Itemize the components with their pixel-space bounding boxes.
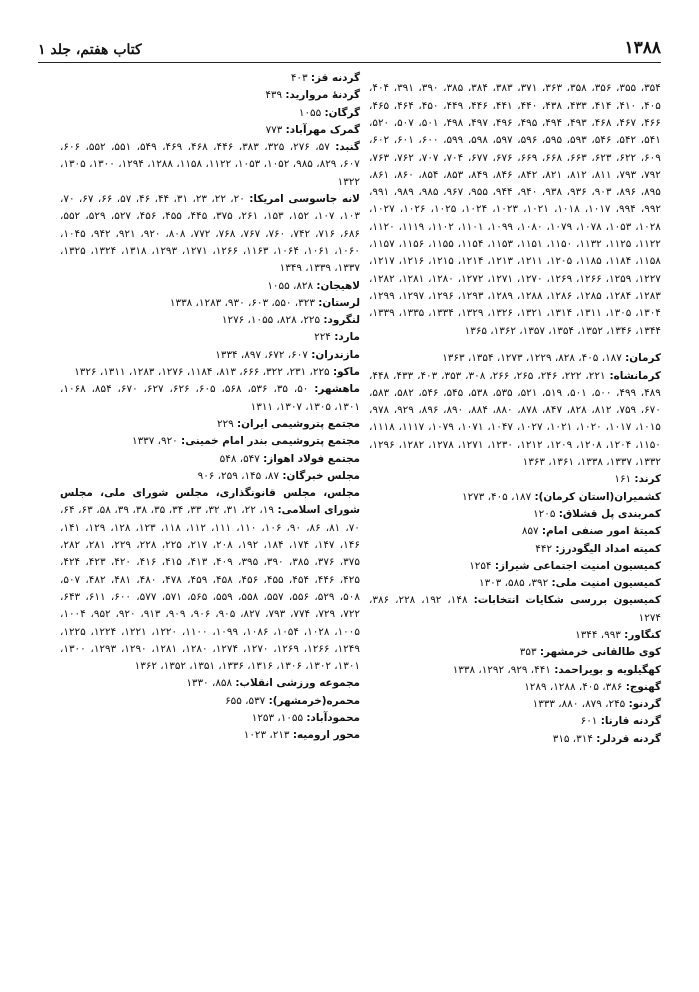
- index-page-refs: ۸۷، ۱۴۵، ۲۵۹، ۹۰۶: [197, 469, 283, 482]
- index-page-refs: ۱۹، ۲۲، ۳۱، ۳۲، ۳۳، ۳۴، ۳۵، ۳۸، ۳۹، ۵۸، ۶۳، ۶۴، ۷۰، ۸۱، ۸۶، ۹۰، ۱۰۶، ۱۱۰، ۱۱۱، ۱۱۲، ۱۱۸، ۱۲۳، ۱۲۸، ۱۲۹، ۱۴۱، ۱۴۶، ۱۴۷، ۱۷۴، ۱۸۴، ۱۹۲، ۲۰۸، ۲۱۷، ۲۲۵، ۲۲۸، ۲۲۹، ۲۸۱، ۲۸۲، ۳۷۵، ۳۷۶، ۳۸۵، ۳۹۰، ۳۹۵، ۴۰۹، ۴۱۳، ۴۱۵، ۴۱۶، ۴۲۰، ۴۲۳، ۴۲۴، ۴۲۵، ۴۴۶، ۴۵۴، ۴۵۵، ۴۵۶، ۴۵۸، ۴۵۹، ۴۷۸، ۴۸۰، ۴۸۱، ۴۸۲، ۵۰۷، ۵۰۸، ۵۲۹، ۵۵۶، ۵۵۷، ۵۵۸، ۵۵۹، ۵۶۵، ۵۷۱، ۵۷۷، ۶۰۰، ۶۱۱، ۶۴۳، ۷۲۲، ۷۲۹، ۷۷۴، ۷۹۳، ۸۲۷، ۹۰۵، ۹۰۶، ۹۰۹، ۹۱۳، ۹۲۰، ۹۵۲، ۱۰۰۴، ۱۰۰۵، ۱۰۲۸، ۱۰۵۴، ۱۰۸۶، ۱۰۹۹، ۱۱۰۰، ۱۲۲۰، ۱۲۲۱، ۱۲۲۴، ۱۲۲۵، ۱۲۴۹، ۱۲۶۶، ۱۲۶۹، ۱۲۷۰، ۱۲۷۴، ۱۲۸۰، ۱۲۸۱، ۱۲۹۰، ۱۲۹۳، ۱۳۰۰، ۱۳۰۱، ۱۳۰۲، ۱۳۰۶، ۱۳۱۶، ۱۳۳۶، ۱۳۵۱، ۱۳۵۲، ۱۳۶۲: [60, 504, 360, 673]
- index-page-refs: ۱۸۷، ۴۰۵، ۱۲۷۳: [462, 490, 535, 503]
- index-column-right: [369, 70, 661, 748]
- index-entry: [60, 727, 360, 744]
- page-header: [38, 34, 661, 58]
- index-entry: [60, 485, 360, 675]
- index-term: لاهیجان:: [316, 279, 360, 292]
- index-term: گردنه قز:: [310, 72, 360, 84]
- index-term: گنبد:: [335, 141, 360, 154]
- index-page-refs: ۱۶۱: [614, 473, 635, 486]
- index-page-refs: ۹۲۰، ۱۳۳۷: [131, 435, 182, 448]
- index-entry: [369, 541, 661, 558]
- index-entry: [369, 558, 661, 575]
- index-entry: [60, 329, 360, 346]
- index-entry: [60, 710, 360, 727]
- index-term: گردنه قارنا:: [600, 715, 661, 728]
- index-term: کوی طالقانی خرمشهر:: [539, 646, 661, 659]
- index-term: مازندران:: [311, 348, 360, 361]
- index-page-refs: ۲۰، ۲۲، ۲۳، ۳۱، ۴۴، ۴۶، ۵۷، ۶۶، ۶۷، ۷۰، ۱۰۳، ۱۰۷، ۱۵۲، ۱۵۳، ۲۶۱، ۳۷۵، ۴۴۵، ۴۵۵، ۴۵۶، ۵۲۷، ۵۲۹، ۵۵۲، ۶۸۶، ۷۱۶، ۷۴۲، ۷۶۰، ۷۶۷، ۷۶۸، ۷۷۲، ۸۰۸، ۹۲۰، ۹۲۱، ۹۴۲، ۱۰۴۵، ۱۰۶۰، ۱۰۶۱، ۱۰۶۴، ۱۱۶۳، ۱۲۶۶، ۱۲۷۱، ۱۲۹۳، ۱۳۱۸، ۱۳۲۴، ۱۳۲۵، ۱۳۳۷، ۱۳۳۹، ۱۳۴۹: [60, 193, 360, 275]
- index-page-refs: ۸۵۸، ۱۳۳۰: [186, 677, 236, 690]
- index-term: کنگاور:: [624, 628, 661, 641]
- index-term: گردنه قردلر:: [596, 732, 661, 745]
- index-entry: [60, 451, 360, 468]
- index-page-refs: ۲۲۹: [216, 417, 238, 430]
- index-term: ماکو:: [332, 366, 360, 379]
- index-entry: [369, 489, 661, 506]
- index-entry: [369, 679, 661, 696]
- index-page-refs: ۱۲۰۵: [533, 507, 559, 520]
- index-term: کرمان:: [625, 352, 661, 365]
- index-entry: [369, 575, 661, 592]
- index-entry: [60, 693, 360, 710]
- index-entry: [60, 191, 360, 277]
- index-term: کهگیلویه و بویراحمد:: [554, 663, 661, 676]
- index-term: کمیسیون بررسی شکایات انتخابات:: [473, 594, 661, 607]
- index-term: محور ارومیه:: [292, 729, 360, 742]
- page-number: ۱۳۸۸: [624, 38, 661, 58]
- index-entry: [60, 416, 360, 433]
- index-page-refs: ۱۸۷، ۴۰۵، ۸۲۸، ۱۲۲۹، ۱۲۷۳، ۱۳۵۴، ۱۳۶۳: [442, 352, 626, 365]
- index-term: گهنوج:: [625, 680, 661, 693]
- header-rule: [38, 62, 661, 63]
- continued-references: ۳۵۴، ۳۵۵، ۳۵۶، ۳۵۸، ۳۶۳، ۳۷۱، ۳۸۳، ۳۸۴، ۳۸۵، ۳۹۰، ۳۹۱، ۴۰۴، ۴۰۵، ۴۱۰، ۴۱۴، ۴۳۳، ۴۳۸، ۴۴۰، ۴۴۱، ۴۴۶، ۴۴۹، ۴۵۰، ۴۶۴، ۴۶۵، ۴۶۶، ۴۶۷، ۴۶۸، ۴۹۳، ۴۹۴، ۴۹۵، ۴۹۶، ۴۹۷، ۴۹۸، ۵۰۱، ۵۰۷، ۵۲۰، ۵۴۱، ۵۴۲، ۵۴۶، ۵۹۳، ۵۹۵، ۵۹۶، ۵۹۷، ۵۹۸، ۵۹۹، ۶۰۰، ۶۰۱، ۶۰۲، ۶۰۹، ۶۲۲، ۶۲۳، ۶۶۳، ۶۶۸، ۶۶۹، ۶۷۶، ۶۷۷، ۷۰۴، ۷۰۷، ۷۶۲، ۷۶۳، ۷۹۲، ۷۹۳، ۸۱۱، ۸۱۲، ۸۲۱، ۸۴۲، ۸۴۶، ۸۴۹، ۸۵۳، ۸۵۴، ۸۶۰، ۸۶۱، ۸۹۵، ۸۹۶، ۹۰۳، ۹۳۶، ۹۳۸، ۹۴۰، ۹۴۴، ۹۵۵، ۹۶۷، ۹۸۵، ۹۸۹، ۹۹۱، ۹۹۲، ۹۹۴، ۱۰۱۷، ۱۰۱۸، ۱۰۲۱، ۱۰۲۳، ۱۰۲۴، ۱۰۲۵، ۱۰۲۶، ۱۰۲۷، ۱۰۲۸، ۱۰۵۳، ۱۰۷۸، ۱۰۷۹، ۱۰۸۰، ۱۰۹۹، ۱۱۰۱، ۱۱۰۲، ۱۱۱۹، ۱۱۲۰، ۱۱۲۲، ۱۱۲۵، ۱۱۳۲، ۱۱۵۰، ۱۱۵۱، ۱۱۵۳، ۱۱۵۴، ۱۱۵۵، ۱۱۵۶، ۱۱۵۷، ۱۱۵۸، ۱۱۸۴، ۱۱۸۵، ۱۲۰۵، ۱۲۱۱، ۱۲۱۳، ۱۲۱۴، ۱۲۱۵، ۱۲۱۶، ۱۲۱۷، ۱۲۲۷، ۱۲۵۹، ۱۲۶۶، ۱۲۶۹، ۱۲۷۰، ۱۲۷۱، ۱۲۷۲، ۱۲۸۰، ۱۲۸۱، ۱۲۸۲، ۱۲۸۳، ۱۲۸۴، ۱۲۸۵، ۱۲۸۶، ۱۲۸۸، ۱۲۸۹، ۱۲۹۳، ۱۲۹۶، ۱۲۹۷، ۱۲۹۹، ۱۳۰۴، ۱۳۰۵، ۱۳۱۱، ۱۳۱۴، ۱۳۲۱، ۱۳۲۶، ۱۳۲۹، ۱۳۳۴، ۱۳۳۵، ۱۳۳۹، ۱۳۴۴، ۱۳۴۶، ۱۳۵۲، ۱۳۵۴، ۱۳۵۷، ۱۳۶۲، ۱۳۶۵: [369, 82, 661, 337]
- index-page-refs: ۱۰۵۵، ۱۲۵۳: [251, 711, 307, 724]
- index-entry: [369, 523, 661, 540]
- index-page-refs: ۹۹۳، ۱۳۴۴: [575, 628, 625, 641]
- index-term: کمیته امداد الیگودرز:: [555, 542, 661, 555]
- index-term: مجلس، مجلس قانونگذاری، مجلس شورای ملی، مجلس شورای اسلامی:: [60, 487, 360, 517]
- index-term: گمرک مهرآباد:: [285, 123, 360, 136]
- index-page-refs: ۶۰۷، ۶۷۲، ۸۹۷، ۱۳۳۴: [215, 348, 312, 361]
- index-entry: [60, 312, 360, 329]
- index-term: کرند:: [634, 473, 661, 486]
- index-term: مجتمع پتروشیمی ایران:: [237, 417, 360, 430]
- index-page-refs: ۳۹۲، ۵۸۵، ۱۳۰۳: [479, 577, 552, 590]
- index-entry: [60, 347, 360, 364]
- index-term: کمیسیون امنیت ملی:: [551, 577, 661, 590]
- index-term: لنگرود:: [323, 314, 360, 327]
- index-entry: [60, 295, 360, 312]
- index-page-refs: ۵۷، ۲۷۶، ۳۲۵، ۳۸۳، ۴۴۶، ۴۶۸، ۴۶۹، ۵۴۹، ۵۵۱، ۵۵۲، ۶۰۶، ۶۰۷، ۸۲۹، ۹۸۵، ۱۰۵۲، ۱۰۵۳، ۱۱۲۲، ۱۱۵۸، ۱۲۸۸، ۱۲۹۴، ۱۳۰۰، ۱۳۰۵، ۱۳۲۲: [60, 141, 360, 188]
- index-term: گرگان:: [324, 106, 360, 119]
- index-page-refs: ۱۲۵۴: [469, 559, 495, 572]
- index-entry: [369, 506, 661, 523]
- index-entry: [60, 105, 360, 122]
- index-term: مجتمع فولاد اهواز:: [263, 452, 360, 465]
- index-entry: [60, 87, 360, 104]
- index-page-refs: ۳۲۳، ۵۵۰، ۶۰۳، ۹۳۰، ۱۲۸۳، ۱۳۳۸: [169, 296, 319, 309]
- index-entry: [369, 662, 661, 679]
- index-page-refs: ۴۴۲: [535, 542, 556, 555]
- index-term: لانه جاسوسی امریکا:: [249, 193, 360, 206]
- index-entry: [60, 278, 360, 295]
- index-page-refs: ۵۳۷، ۶۵۵: [225, 694, 269, 707]
- index-page-refs: ۴۰۳: [290, 72, 311, 84]
- index-term: مجلس خبرگان:: [282, 469, 360, 482]
- index-page-refs: ۷۷۳: [265, 123, 286, 136]
- index-page-refs: ۲۲۵، ۸۲۸، ۱۰۵۵، ۱۲۷۶: [221, 314, 324, 327]
- index-term: کمیسیون امنیت اجتماعی شیراز:: [494, 559, 661, 572]
- index-term: گردنهٔ مروارید:: [285, 89, 360, 102]
- index-entry: [369, 471, 661, 488]
- index-term: کشمیران(استان کرمان):: [534, 490, 661, 503]
- index-page-refs: ۲۴۵، ۸۷۹، ۸۸۰، ۱۳۳۳: [532, 698, 629, 711]
- right-entries: [369, 350, 661, 748]
- index-entry: [369, 627, 661, 644]
- index-page-refs: ۲۲۴: [314, 331, 335, 344]
- index-entry: [369, 368, 661, 472]
- index-entry: [369, 644, 661, 661]
- index-term: محمره(خرمشهر):: [268, 694, 360, 707]
- index-page-refs: ۵۰، ۳۵، ۵۳۶، ۵۶۸، ۶۰۵، ۶۲۶، ۶۲۷، ۶۷۰، ۸۵۴، ۱۰۶۸، ۱۳۰۱، ۱۳۰۵، ۱۳۰۷، ۱۳۱۱: [60, 383, 360, 413]
- index-term: ماهشهر:: [314, 383, 360, 396]
- index-term: کرمانشاه:: [609, 369, 661, 382]
- index-entry: [60, 433, 360, 450]
- index-page-refs: ۱۴۸، ۱۹۲، ۲۲۸، ۳۸۶، ۱۲۷۴: [369, 594, 661, 624]
- index-page-refs: ۵۴۷، ۵۴۸: [219, 452, 264, 465]
- index-term: گردنو:: [628, 698, 661, 711]
- index-entry: [60, 675, 360, 692]
- index-page-refs: ۶۰۱: [580, 715, 601, 728]
- index-page-refs: ۲۲۵، ۲۳۱، ۳۲۲، ۶۶۶، ۸۱۳، ۱۱۸۴، ۱۲۷۶، ۱۲۸۳، ۱۳۱۱، ۱۳۲۶: [74, 366, 333, 379]
- left-entries: [60, 70, 360, 745]
- index-page-refs: ۳۵۳: [519, 646, 540, 659]
- index-page-refs: ۳۱۴، ۳۱۵: [552, 732, 597, 745]
- index-page-refs: ۲۱۳، ۱۰۲۳: [243, 729, 293, 742]
- index-page-refs: ۲۲۱، ۲۲۲، ۲۴۶، ۲۶۵، ۲۶۶، ۳۰۸، ۳۵۳، ۴۰۳، ۴۳۳، ۴۴۸، ۴۸۹، ۴۹۹، ۵۰۰، ۵۰۱، ۵۱۹، ۵۲۱، ۵۳۵، ۵۳۸، ۵۴۵، ۵۴۶، ۵۸۲، ۵۸۳، ۶۷۰، ۷۵۹، ۸۱۲، ۸۲۸، ۸۴۷، ۸۷۸، ۸۸۰، ۸۸۴، ۸۹۰، ۸۹۶، ۹۲۹، ۹۷۸، ۱۰۱۵، ۱۰۱۷، ۱۰۲۰، ۱۰۲۱، ۱۰۲۷، ۱۰۴۷، ۱۰۷۱، ۱۰۷۹، ۱۱۱۷، ۱۱۱۸، ۱۱۵۰، ۱۲۰۴، ۱۲۰۸، ۱۲۰۹، ۱۲۱۲، ۱۲۳۰، ۱۲۷۱، ۱۲۷۸، ۱۲۸۲، ۱۲۹۶، ۱۳۳۲، ۱۳۳۷، ۱۳۳۸، ۱۳۶۱، ۱۳۶۳: [369, 369, 661, 469]
- index-term: مجتمع پتروشیمی بندر امام خمینی:: [181, 435, 360, 448]
- index-entry: [60, 381, 360, 416]
- index-term: لرستان:: [318, 296, 360, 309]
- index-page-refs: ۸۵۷: [521, 525, 542, 538]
- index-entry: [60, 468, 360, 485]
- index-entry: [369, 731, 661, 748]
- index-entry: [369, 713, 661, 730]
- index-term: مارد:: [334, 331, 360, 344]
- index-entry: [60, 122, 360, 139]
- index-entry: [60, 139, 360, 191]
- index-term: مجموعه ورزشی انقلاب:: [235, 677, 360, 690]
- index-entry: [369, 592, 661, 627]
- index-page-refs: ۴۳۹: [265, 89, 286, 102]
- index-entry: [60, 70, 360, 87]
- index-entry: [60, 364, 360, 381]
- index-column-left: [60, 70, 360, 745]
- index-page-refs: ۳۸۶، ۴۰۵، ۱۲۸۸، ۱۲۸۹: [524, 680, 626, 693]
- index-page-refs: ۸۲۸، ۱۰۵۵: [267, 279, 317, 292]
- index-term: کمربندی پل قشلاق:: [558, 507, 661, 520]
- index-page-refs: ۴۴۱، ۹۲۹، ۱۲۹۲، ۱۳۳۸: [452, 663, 555, 676]
- index-entry: [369, 350, 661, 367]
- book-title: کتاب هفتم، جلد ۱: [38, 42, 142, 58]
- index-term: کمیتهٔ امور صنفی امام:: [541, 525, 661, 538]
- index-page-refs: ۱۰۵۵: [298, 106, 325, 119]
- index-entry: [369, 696, 661, 713]
- index-term: محمودآباد:: [306, 711, 360, 724]
